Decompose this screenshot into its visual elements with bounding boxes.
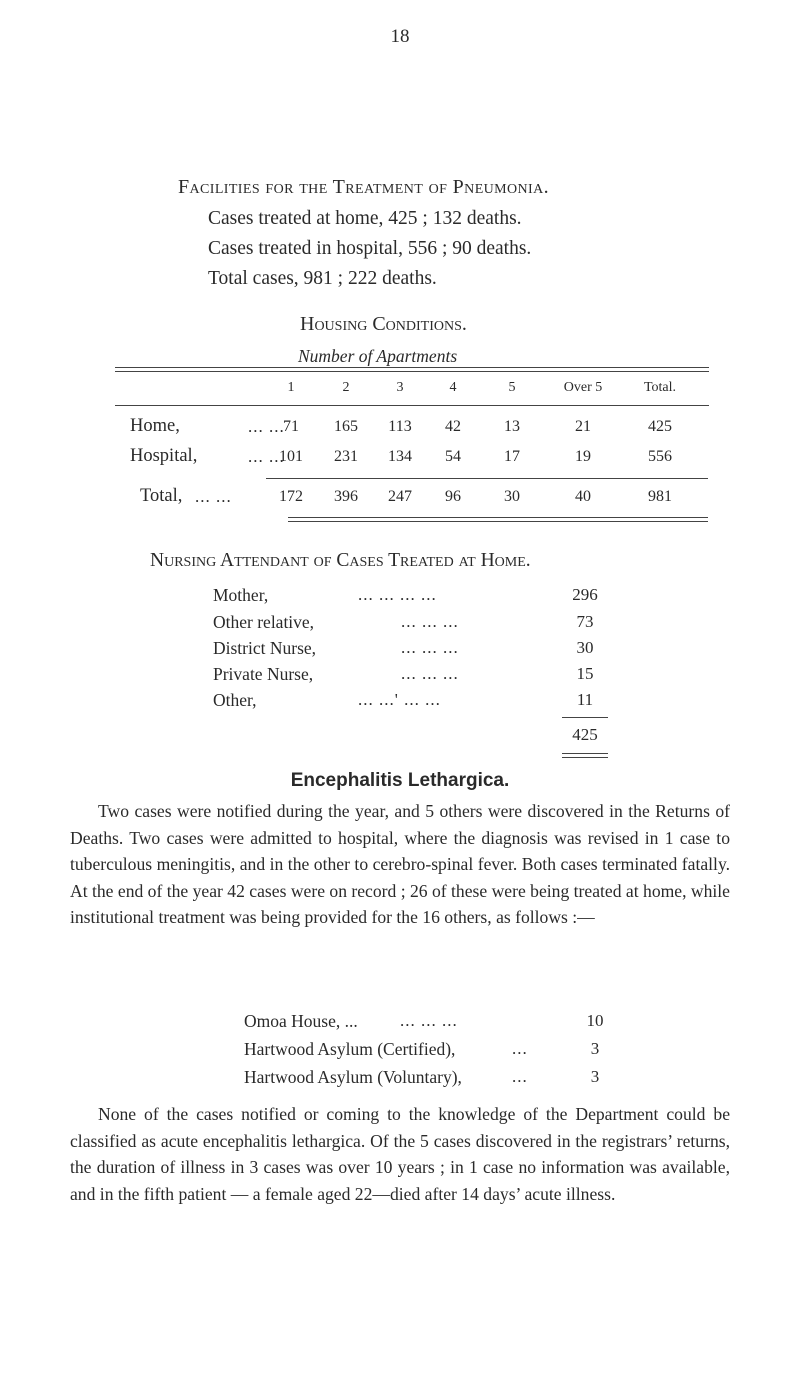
institution-value: 10 [586, 1011, 604, 1030]
home-col-5: 13 [504, 418, 520, 435]
nursing-title: Nursing Attendant of Cases Treated at Home. [150, 550, 531, 571]
nursing-item-leader: ... ... ... [401, 664, 459, 683]
total-col-total: 981 [648, 488, 672, 505]
hospital-col-2: 231 [334, 448, 358, 465]
encephalitis-paragraph-2: None of the cases notified or coming to the knowledge of the Department could be classified as acute encephalitis lethargica. Of the 5 cases discovered in the registrars’ returns, the duration of illness in 3 cases was over 10 years ; in 1 case no information was available, and in the fifth patient — a female aged 22—died after 14 days’ acute illness. [70, 1104, 730, 1204]
nursing-item-leader: ... ... ... [401, 638, 459, 657]
nursing-item-label: Other relative, [213, 612, 315, 632]
institution-value: 3 [590, 1067, 600, 1086]
total-col-4: 96 [445, 488, 461, 505]
pneumonia-title: Facilities for the Treatment of Pneumonia. [178, 176, 549, 198]
home-col-2: 165 [334, 418, 358, 435]
row-label-home: Home, ... ... [130, 416, 285, 436]
header-rule [115, 405, 709, 406]
table-top-rule-2 [115, 371, 709, 372]
hospital-col-total: 556 [648, 448, 672, 465]
subtotal-rule [266, 478, 708, 479]
institution-label: Omoa House, ... [244, 1011, 358, 1031]
pneumonia-home-line: Cases treated at home, 425 ; 132 deaths. [208, 208, 522, 229]
total-col-5: 30 [504, 488, 520, 505]
home-col-over-5: 21 [575, 418, 591, 435]
hospital-col-3: 134 [388, 448, 412, 465]
total-col-over-5: 40 [575, 488, 591, 505]
row-label-hospital: Hospital, ... ... [130, 446, 285, 466]
pneumonia-total-line: Total cases, 981 ; 222 deaths. [208, 268, 437, 289]
nursing-item-value: 15 [576, 664, 594, 683]
encephalitis-title: Encephalitis Lethargica. [290, 770, 510, 791]
table-bottom-rule [288, 517, 708, 518]
total-col-2: 396 [334, 488, 358, 505]
home-col-3: 113 [388, 418, 412, 435]
institution-label: Hartwood Asylum (Certified), [244, 1039, 456, 1059]
nursing-item-leader: ... ... ... ... [358, 585, 437, 604]
institution-value: 3 [590, 1039, 600, 1058]
col-header-over-5: Over 5 [563, 380, 603, 395]
row-label-total: Total, ... ... [140, 486, 232, 506]
nursing-item-value: 11 [576, 690, 594, 709]
nursing-total-rule-2 [562, 757, 608, 758]
nursing-item-label: Mother, [213, 585, 269, 605]
nursing-item-leader: ... ... ... [401, 612, 459, 631]
nursing-item-label: Private Nurse, [213, 664, 314, 684]
nursing-item-label: Other, [213, 690, 257, 710]
hospital-col-over-5: 19 [575, 448, 591, 465]
institution-label: Hartwood Asylum (Voluntary), [244, 1067, 462, 1087]
housing-title: Housing Conditions. [300, 313, 467, 335]
table-bottom-rule-2 [288, 521, 708, 522]
nursing-item-value: 30 [576, 638, 594, 657]
col-header-total: Total. [643, 380, 677, 395]
pneumonia-hospital-line: Cases treated in hospital, 556 ; 90 deaths. [208, 238, 532, 259]
nursing-sum-rule [562, 717, 608, 718]
hospital-col-1: 101 [279, 448, 303, 465]
nursing-item-value: 73 [576, 612, 594, 631]
institution-leader: ... [512, 1067, 528, 1086]
nursing-item-leader: ... ...' ... ... [358, 690, 441, 709]
table-top-rule [115, 367, 709, 368]
housing-subtitle: Number of Apartments [298, 346, 458, 366]
nursing-item-label: District Nurse, [213, 638, 317, 658]
institution-leader: ... ... ... [400, 1011, 458, 1030]
total-col-3: 247 [388, 488, 412, 505]
nursing-total: 425 [572, 725, 598, 744]
home-col-4: 42 [445, 418, 461, 435]
page-number: 18 [390, 26, 410, 47]
col-header-4: 4 [449, 380, 457, 395]
col-header-5: 5 [508, 380, 516, 395]
col-header-1: 1 [287, 380, 295, 395]
hospital-col-4: 54 [445, 448, 461, 465]
institution-leader: ... [512, 1039, 528, 1058]
col-header-3: 3 [396, 380, 404, 395]
hospital-col-5: 17 [504, 448, 520, 465]
home-col-total: 425 [648, 418, 672, 435]
total-col-1: 172 [279, 488, 303, 505]
col-header-2: 2 [342, 380, 350, 395]
nursing-item-value: 296 [572, 585, 598, 604]
nursing-total-rule [562, 753, 608, 754]
encephalitis-paragraph-1: Two cases were notified during the year, and 5 others were discovered in the Returns of Deaths. Two cases were admitted to hospital, where the diagnosis was revised in 1 case to tuberculous meningitis, and in the other to cerebro-spinal fever. Both cases terminated fatally. At the end of the year 42 cases were on record ; 26 of these were being treated at home, while institutional treatment was being provided for the 16 others, as follows :— [70, 801, 730, 928]
home-col-1: 71 [283, 418, 299, 435]
